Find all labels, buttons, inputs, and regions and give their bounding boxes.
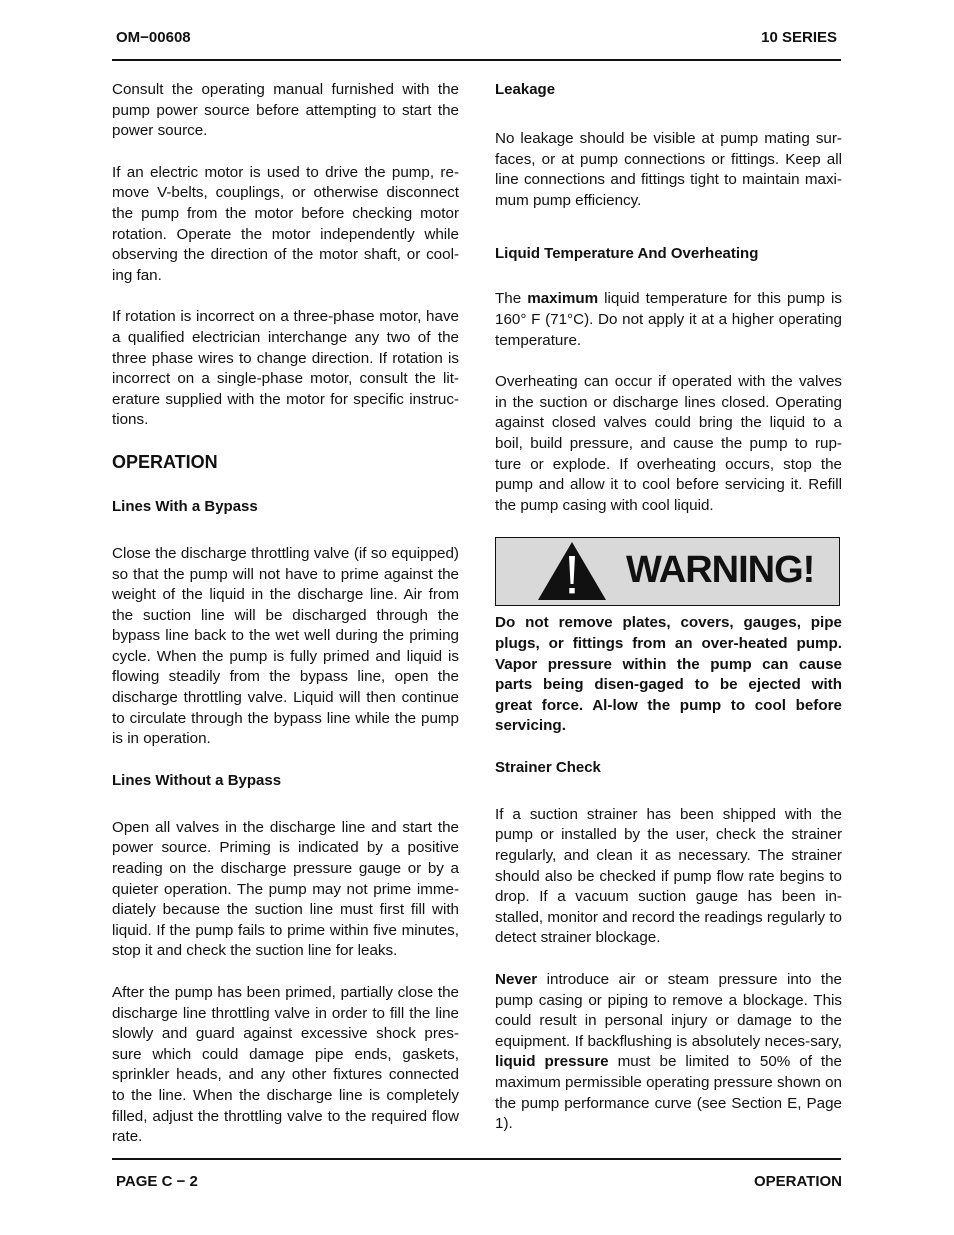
temp-text-pre: The: [495, 290, 528, 308]
warning-banner: [495, 537, 840, 606]
warning-word: WARNING!: [626, 549, 815, 592]
section-label: OPERATION: [753, 1173, 842, 1190]
max-temperature-paragraph: [495, 289, 842, 351]
no-bypass-heading: Lines Without a Bypass: [112, 771, 282, 789]
footer-rule: [112, 1158, 841, 1160]
left-column: [112, 80, 459, 1169]
power-source-paragraph: Consult the operating manual furnished with the pump power source before attempting to start the power source.: [112, 81, 459, 140]
no-bypass-paragraph: Open all valves in the discharge line and start the power source. Priming is indicated by a positive reading on the discharge pressure gauge or by a quieter operation. The pump may not prime imme-diately because the suction line must first fill with liquid. If the pump fails to prime within five minutes, stop it and check the suction line for leaks.: [112, 818, 459, 960]
never-bold: Never: [495, 971, 538, 989]
never-text-2: must be limited to 50% of the maximum permissible operating pressure shown on the pump performance curve (see Section E, Page 1).: [495, 1053, 843, 1133]
series-label: 10 SERIES: [761, 29, 837, 46]
leakage-heading: Leakage: [495, 81, 556, 98]
never-text-1: introduce air or steam pressure into the pump casing or piping to remove a blockage. This could result in personal injury or damage to the equipment. If backflushing is absolutely neces-sary,: [495, 971, 842, 1050]
strainer-heading: Strainer Check: [495, 758, 601, 776]
bypass-heading: Lines With a Bypass: [112, 497, 258, 515]
rotation-paragraph: If rotation is incorrect on a three-phase motor, have a qualified electrician interchange any two of the three phase wires to change direction. If rotation is incorrect on a single-phase motor, consult the lit-erature supplied with the motor for specific instruc-tions.: [112, 308, 459, 429]
bypass-paragraph: Close the discharge throttling valve (if so equipped) so that the pump will not have to prime against the weight of the liquid in the discharge line. Air from the suction line will be discharged through the bypass line back to the wet well during the priming cycle. When the pump is fully primed and liquid is flowing steadily from the bypass line, open the discharge throttling valve. Liquid will then continue to circulate through the bypass line while the pump is in operation.: [112, 544, 459, 748]
leakage-paragraph: No leakage should be visible at pump mating sur-faces, or at pump connections or fittings. Keep all line connections and fittings tight to maintain maxi-mum pump efficiency.: [495, 130, 842, 209]
operation-section-title: OPERATION: [112, 451, 218, 472]
strainer-paragraph: If a suction strainer has been shipped with the pump or installed by the user, check the strainer regularly, and clean it as necessary. The strainer should also be checked if pump flow rate begins to drop. If a vacuum suction gauge has been in-stalled, monitor and record the readings regularly to detect strainer blockage.: [495, 805, 842, 947]
header-rule: [112, 59, 841, 61]
temp-text-bold: maximum: [527, 290, 599, 308]
warning-triangle-icon: [536, 540, 608, 602]
electric-motor-paragraph: If an electric motor is used to drive the pump, re-move V-belts, couplings, or otherwise disconnect the pump from the motor before checking motor rotation. Operate the motor independently while observing the direction of the motor shaft, or cool-ing fan.: [112, 163, 459, 284]
overheating-paragraph: Overheating can occur if operated with the valves in the suction or discharge lines closed. Operating against closed valves could bring the liquid to a boil, build pressure, and cause the pump to rup-ture or explode. If overheating occurs, stop the pump and allow it to cool before servicing it. Refill the pump casing with cool liquid.: [495, 373, 842, 514]
document-code: OM−00608: [116, 29, 191, 46]
after-primed-paragraph: After the pump has been primed, partially close the discharge line throttling valve in order to fill the line slowly and guard against excessive shock pres-sure which could damage pipe ends, gaskets, sprinkler heads, and any other fixtures connected to the line. When the discharge line is completely filled, adjust the throttling valve to the required flow rate.: [112, 984, 459, 1146]
temperature-heading: Liquid Temperature And Overheating: [495, 245, 759, 263]
warning-message: Do not remove plates, covers, gauges, pipe plugs, or fittings from an over-heated pump. Vapor pressure within the pump can cause parts being disen-gaged to be ejected with great force. Al-low the pump to cool before servicing.: [495, 614, 842, 735]
right-column: [495, 80, 842, 1156]
temp-text-post: liquid temperature for this pump is 160° F (71°C). Do not apply it at a higher operating temperature.: [495, 290, 843, 349]
page-number: PAGE C − 2: [116, 1173, 198, 1190]
liquid-pressure-bold: liquid pressure: [495, 1053, 609, 1071]
never-paragraph: [495, 970, 842, 1135]
